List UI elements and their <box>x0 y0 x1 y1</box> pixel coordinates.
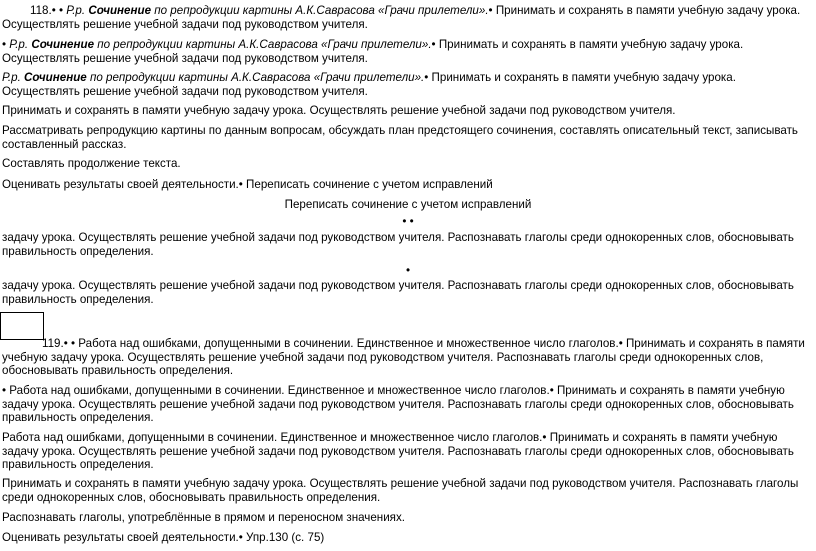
item-number: 119. <box>42 337 64 350</box>
lesson-topic: Работа над ошибками, допущенными в сочинении. Единственное и множественное число глаголов. <box>9 384 550 397</box>
bullet-glyph: • <box>431 38 439 51</box>
paragraph-errors-3 <box>2 431 806 472</box>
lesson-topic: по репродукции картины А.К.Саврасова «Грачи прилетели». <box>94 38 432 51</box>
lesson-goals: Принимать и сохранять в памяти учебную задачу урока. Осуществлять решение учебной задачи под руководством учителя. <box>2 71 736 98</box>
paragraph-essay-3 <box>2 71 806 98</box>
bullet-glyph: • <box>238 531 247 544</box>
paragraph-118 <box>2 4 806 31</box>
lesson-type: Р.р. <box>9 38 32 51</box>
paragraph-continue-text: Составлять продолжение текста. <box>2 157 181 170</box>
rewrite-text: Переписать сочинение с учетом исправлений <box>246 178 493 191</box>
paragraph-evaluate-2 <box>2 531 812 545</box>
bullet-glyphs: • • <box>51 4 67 17</box>
bullet-glyph: • <box>488 4 496 17</box>
paragraph-errors-2 <box>2 384 806 425</box>
paragraph-rewrite: Переписать сочинение с учетом исправлений <box>284 198 532 211</box>
lesson-goals: Принимать и сохранять в памяти учебную задачу урока. Осуществлять решение учебной задачи под руководством учителя. Распознавать глаголы среди однокоренных слов, обосновывать правильность определения. <box>2 384 794 425</box>
lesson-essay: Сочинение <box>31 38 95 51</box>
lesson-goals: Принимать и сохранять в памяти учебную задачу урока. Осуществлять решение учебной задачи под руководством учителя. Распознавать глаголы среди однокоренных слов, обосновывать правильность определения. <box>2 337 805 378</box>
paragraph-verbs-2: задачу урока. Осуществлять решение учебной задачи под руководством учителя. Распознавать глаголы среди однокоренных слов, обосновывать правильность определения. <box>2 279 794 306</box>
paragraph-evaluate <box>2 178 812 192</box>
bullet-glyph: • <box>424 71 432 84</box>
evaluate-text: Оценивать результаты своей деятельности. <box>2 531 239 544</box>
paragraph-goals: Принимать и сохранять в памяти учебную задачу урока. Осуществлять решение учебной задачи под руководством учителя. <box>2 104 676 117</box>
exercise-ref: Упр.130 (с. 75) <box>246 531 325 544</box>
lesson-goals: Принимать и сохранять в памяти учебную задачу урока. Осуществлять решение учебной задачи под руководством учителя. <box>2 4 801 31</box>
bullet-glyphs: • • <box>402 215 414 228</box>
lesson-topic: Работа над ошибками, допущенными в сочинении. Единственное и множественное число глаголов. <box>2 431 543 444</box>
evaluate-text: Оценивать результаты своей деятельности. <box>2 178 239 191</box>
bullet-glyphs: • • <box>63 337 79 350</box>
paragraph-review-picture: Рассматривать репродукцию картины по данным вопросам, обсуждать план предстоящего сочинения, составлять описательный текст, записывать составленный рассказ. <box>2 124 798 151</box>
bullet-glyph: • <box>542 431 550 444</box>
lesson-essay: Сочинение <box>24 71 87 84</box>
paragraph-verbs-1: задачу урока. Осуществлять решение учебной задачи под руководством учителя. Распознавать глаголы среди однокоренных слов, обосновывать правильность определения. <box>2 231 794 258</box>
lesson-type: Р.р. <box>66 4 89 17</box>
bullet-glyph: • <box>549 384 557 397</box>
paragraph-essay-2 <box>2 38 806 65</box>
lesson-goals: Принимать и сохранять в памяти учебную задачу урока. Осуществлять решение учебной задачи под руководством учителя. <box>2 38 744 65</box>
bullet-glyph: • <box>238 178 247 191</box>
bullet-glyph: • <box>2 384 10 397</box>
bullet-glyph: • <box>618 337 626 350</box>
lesson-topic: по репродукции картины А.К.Саврасова «Грачи прилетели». <box>86 71 425 84</box>
lesson-essay: Сочинение <box>88 4 152 17</box>
lesson-goals: Принимать и сохранять в памяти учебную задачу урока. Осуществлять решение учебной задачи под руководством учителя. Распознавать глаголы среди однокоренных слов, обосновывать правильность определения. <box>2 431 794 472</box>
paragraph-direct-figurative: Распознавать глаголы, употреблённые в прямом и переносном значениях. <box>2 511 405 524</box>
paragraph-119 <box>2 337 806 378</box>
lesson-topic: Работа над ошибками, допущенными в сочинении. Единственное и множественное число глаголов. <box>78 337 619 350</box>
lesson-topic: по репродукции картины А.К.Саврасова «Грачи прилетели». <box>151 4 489 17</box>
empty-cell-box <box>0 312 44 340</box>
item-number: 118. <box>30 4 52 17</box>
paragraph-goals-verbs: Принимать и сохранять в памяти учебную задачу урока. Осуществлять решение учебной задачи под руководством учителя. Распознавать глаголы среди однокоренных слов, обосновывать правильность определения. <box>2 477 799 504</box>
bullet-glyph: • <box>2 38 10 51</box>
bullet-glyph: • <box>405 264 411 277</box>
lesson-type: Р.р. <box>2 71 25 84</box>
